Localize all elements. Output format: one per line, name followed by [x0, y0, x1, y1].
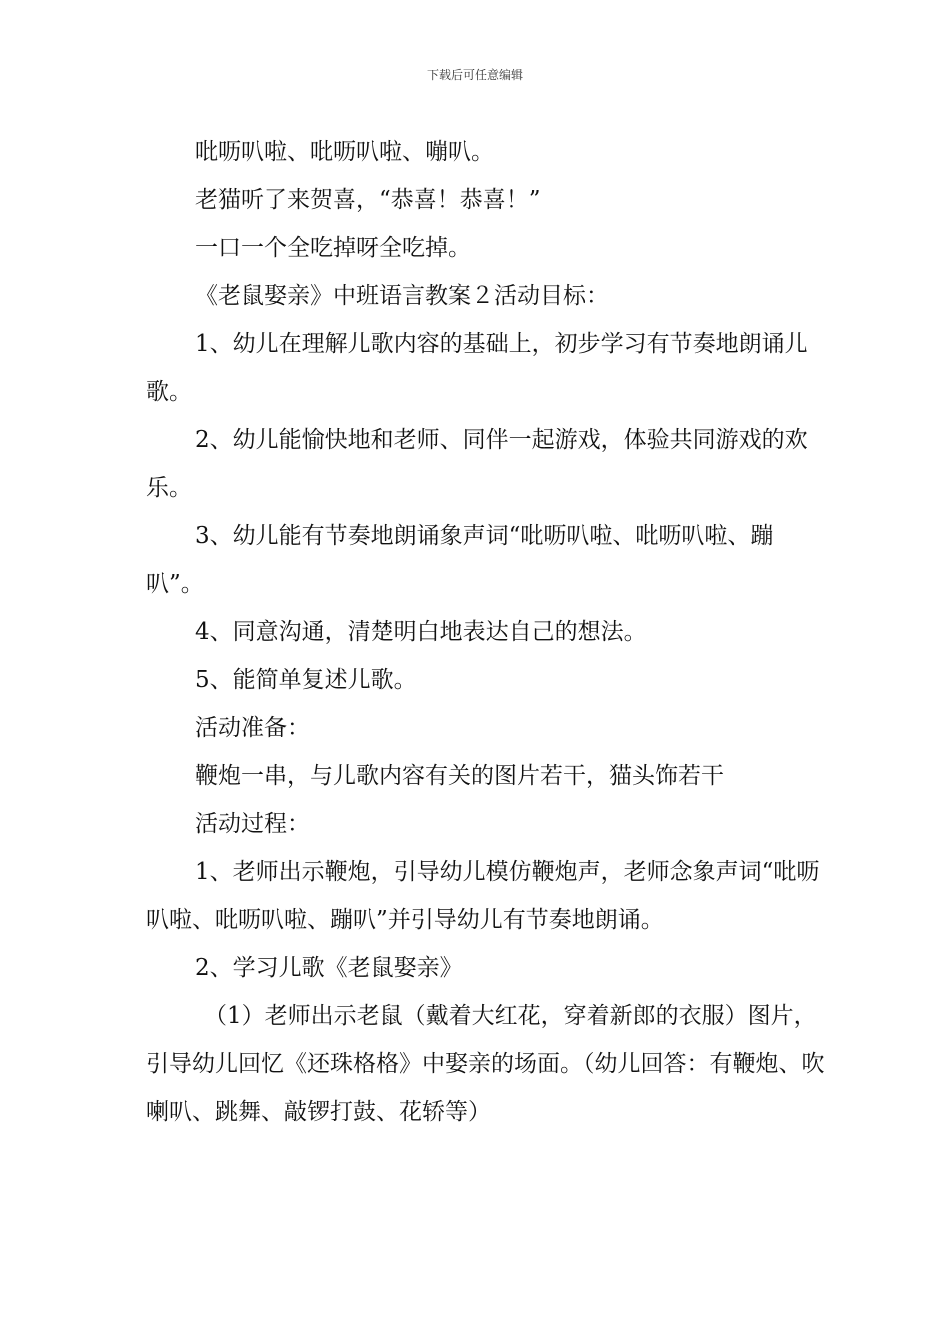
paragraph-7: 3、幼儿能有节奏地朗诵象声词“吡呖叭啦、吡呖叭啦、蹦叭”。 [146, 523, 774, 597]
paragraph-10: 活动准备： [195, 715, 310, 741]
paragraph-12: 活动过程： [195, 811, 310, 837]
paragraph-8: 4、同意沟通，清楚明白地表达自己的想法。 [195, 619, 647, 645]
paragraph-13: 1、老师出示鞭炮，引导幼儿模仿鞭炮声，老师念象声词“吡呖叭啦、吡呖叭啦、蹦叭”并引导幼儿有节奏地朗诵。 [146, 859, 820, 933]
paragraph-11: 鞭炮一串，与儿歌内容有关的图片若干，猫头饰若干 [195, 763, 724, 789]
paragraph-6: 2、幼儿能愉快地和老师、同伴一起游戏，体验共同游戏的欢乐。 [146, 427, 808, 501]
document-body [146, 128, 826, 1136]
paragraph-3: 一口一个全吃掉呀全吃掉。 [195, 235, 471, 261]
paragraph-2: 老猫听了来贺喜，“恭喜！恭喜！” [195, 187, 541, 213]
page-header: 下载后可任意编辑 [426, 68, 523, 82]
paragraph-4: 《老鼠娶亲》中班语言教案２活动目标： [195, 283, 609, 309]
paragraph-14: 2、学习儿歌《老鼠娶亲》 [195, 955, 463, 981]
paragraph-5: 1、幼儿在理解儿歌内容的基础上，初步学习有节奏地朗诵儿歌。 [146, 331, 808, 405]
paragraph-15: （1）老师出示老鼠（戴着大红花，穿着新郎的衣服）图片，引导幼儿回忆《还珠格格》中娶亲的场面。（幼儿回答：有鞭炮、吹喇叭、跳舞、敲锣打鼓、花轿等） [146, 1003, 825, 1125]
paragraph-1: 吡呖叭啦、吡呖叭啦、嘣叭。 [195, 139, 494, 165]
paragraph-9: 5、能简单复述儿歌。 [195, 667, 417, 693]
